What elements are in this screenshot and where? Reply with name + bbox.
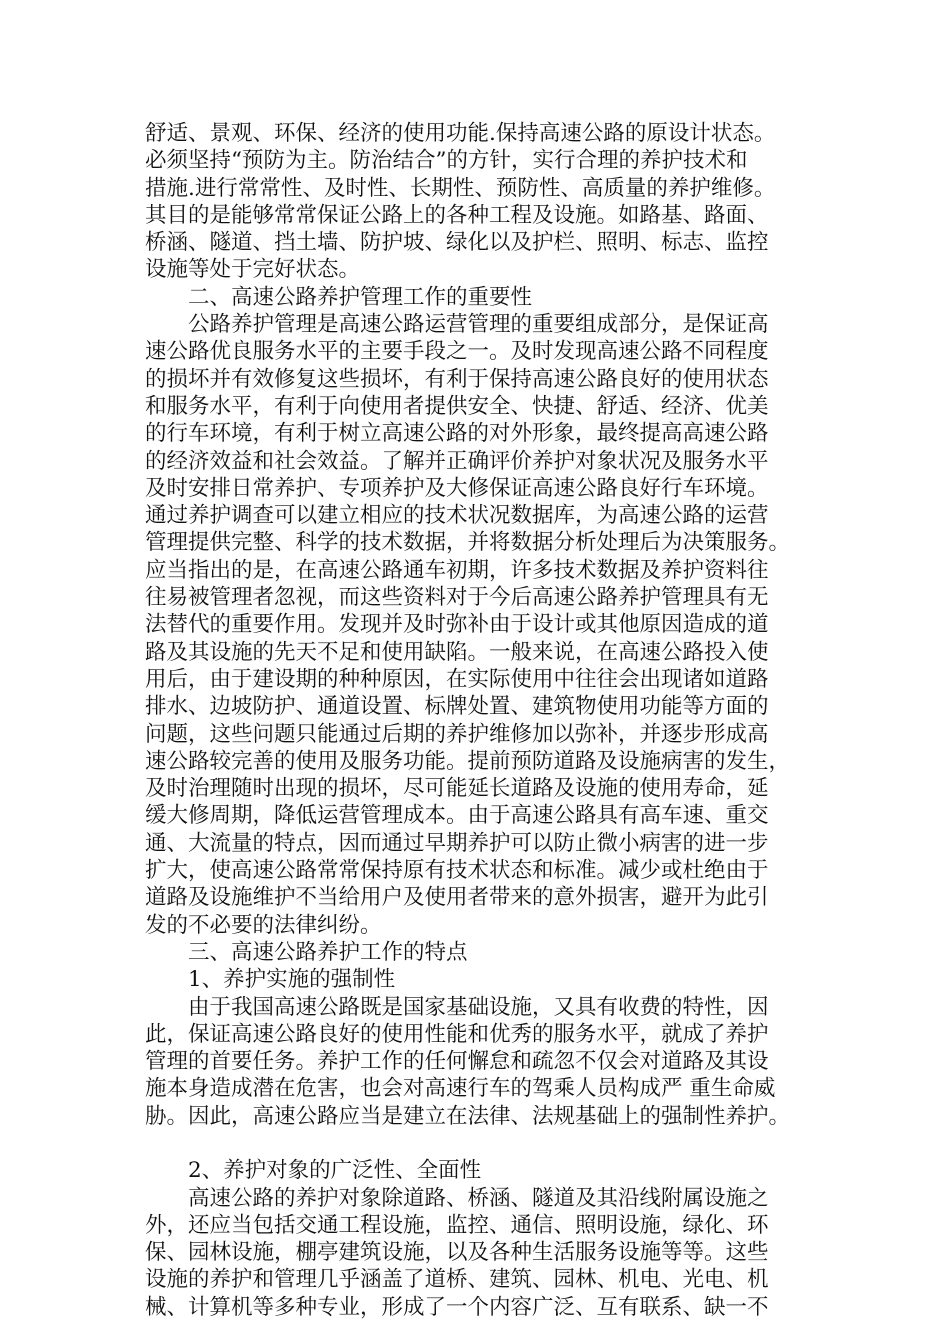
text-line: 用后，由于建设期的种种原因，在实际使用中往往会出现诸如道路 bbox=[145, 666, 769, 692]
text-line: 和服务水平，有利于向使用者提供安全、快捷、舒适、经济、优美 bbox=[145, 393, 769, 419]
text-line: 保、园林设施，棚亭建筑设施，以及各种生活服务设施等等。这些 bbox=[145, 1240, 769, 1266]
text-line: 胁。因此，高速公路应当是建立在法律、法规基础上的强制性养护。 bbox=[145, 1103, 791, 1129]
text-line: 速公路优良服务水平的主要手段之一。及时发现高速公路不同程度 bbox=[145, 339, 769, 365]
text-line: 速公路较完善的使用及服务功能。提前预防道路及设施病害的发生， bbox=[145, 748, 791, 774]
text-line: 往易被管理者忽视，而这些资料对于今后高速公路养护管理具有无 bbox=[145, 585, 769, 611]
text-line: 施本身造成潜在危害，也会对高速行车的驾乘人员构成严 重生命威 bbox=[145, 1076, 776, 1102]
text-line: 必须坚持“预防为主。防治结合”的方针，实行合理的养护技术和 bbox=[145, 148, 748, 174]
text-line: 扩大，使高速公路常常保持原有技术状态和标准。减少或杜绝由于 bbox=[145, 858, 769, 884]
text-line: 及时安排日常养护、专项养护及大修保证高速公路良好行车环境。 bbox=[145, 475, 769, 501]
text-line: 通过养护调查可以建立相应的技术状况数据库，为高速公路的运营 bbox=[145, 503, 769, 529]
text-line: 路及其设施的先天不足和使用缺陷。一般来说，在高速公路投入使 bbox=[145, 639, 769, 665]
section-heading: 二、高速公路养护管理工作的重要性 bbox=[188, 284, 533, 310]
text-line: 应当指出的是，在高速公路通车初期，许多技术数据及养护资料往 bbox=[145, 557, 769, 583]
text-line: 法替代的重要作用。发现并及时弥补由于设计或其他原因造成的道 bbox=[145, 612, 769, 638]
text-line: 设施的养护和管理几乎涵盖了道桥、建筑、园林、机电、光电、机 bbox=[145, 1267, 769, 1293]
text-line: 及时治理随时出现的损坏，尽可能延长道路及设施的使用寿命，延 bbox=[145, 776, 769, 802]
text-line: 桥涵、隧道、挡土墙、防护坡、绿化以及护栏、照明、标志、监控 bbox=[145, 230, 769, 256]
text-line: 措施.进行常常性、及时性、长期性、预防性、高质量的养护维修。 bbox=[145, 175, 776, 201]
text-line: 外，还应当包括交通工程设施，监控、通信、照明设施，绿化、环 bbox=[145, 1212, 769, 1238]
text-line: 设施等处于完好状态。 bbox=[145, 257, 361, 283]
paragraph-start-line: 公路养护管理是高速公路运营管理的重要组成部分，是保证高 bbox=[188, 312, 769, 338]
subsection-heading: 2、养护对象的广泛性、全面性 bbox=[188, 1158, 482, 1184]
text-line: 其目的是能够常常保证公路上的各种工程及设施。如路基、路面、 bbox=[145, 202, 769, 228]
text-line: 通、大流量的特点，因而通过早期养护可以防止微小病害的进一步 bbox=[145, 830, 769, 856]
paragraph-start-line: 高速公路的养护对象除道路、桥涵、隧道及其沿线附属设施之 bbox=[188, 1185, 769, 1211]
section-heading: 三、高速公路养护工作的特点 bbox=[188, 939, 468, 965]
blank-line bbox=[145, 1130, 805, 1157]
text-line: 舒适、景观、环保、经济的使用功能.保持高速公路的原设计状态。 bbox=[145, 121, 776, 146]
subsection-heading: 1、养护实施的强制性 bbox=[188, 967, 396, 993]
paragraph-start-line: 由于我国高速公路既是国家基础设施，又具有收费的特性，因 bbox=[188, 994, 769, 1020]
text-line: 道路及设施维护不当给用户及使用者带来的意外损害，避开为此引 bbox=[145, 885, 769, 911]
text-line: 的行车环境，有利于树立高速公路的对外形象，最终提高高速公路 bbox=[145, 421, 769, 447]
text-line: 问题，这些问题只能通过后期的养护维修加以弥补，并逐步形成高 bbox=[145, 721, 769, 747]
text-line: 排水、边坡防护、通道设置、标牌处置、建筑物使用功能等方面的 bbox=[145, 694, 769, 720]
text-line: 管理的首要任务。养护工作的任何懈怠和疏忽不仅会对道路及其设 bbox=[145, 1049, 769, 1075]
document-body bbox=[145, 120, 805, 1321]
text-line: 的经济效益和社会效益。了解并正确评价养护对象状况及服务水平 bbox=[145, 448, 769, 474]
text-line: 此，保证高速公路良好的使用性能和优秀的服务水平，就成了养护 bbox=[145, 1021, 769, 1047]
text-line: 缓大修周期，降低运营管理成本。由于高速公路具有高车速、重交 bbox=[145, 803, 769, 829]
text-line: 发的不必要的法律纠纷。 bbox=[145, 912, 382, 938]
text-line: 管理提供完整、科学的技术数据，并将数据分析处理后为决策服务。 bbox=[145, 530, 791, 556]
text-line: 的损坏并有效修复这些损坏，有利于保持高速公路良好的使用状态 bbox=[145, 366, 769, 392]
text-line: 械、计算机等多种专业，形成了一个内容广泛、互有联系、缺一不 bbox=[145, 1294, 769, 1320]
